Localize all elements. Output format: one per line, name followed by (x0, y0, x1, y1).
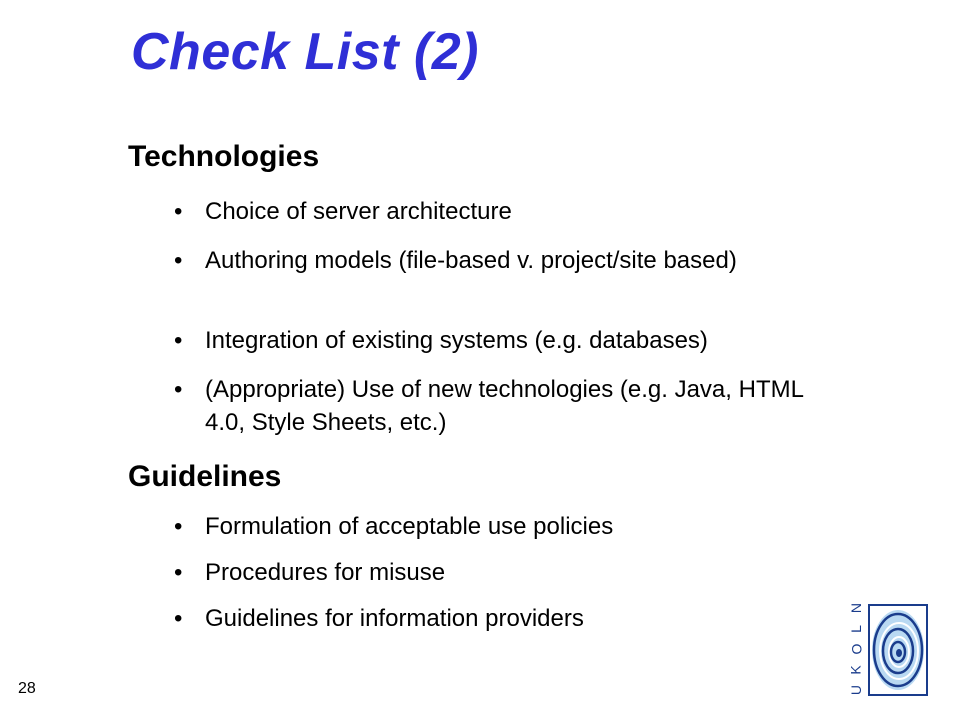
list-item-text: Choice of server architecture (205, 198, 512, 225)
bullet-icon: • (174, 327, 183, 354)
slide-title: Check List (2) (131, 23, 479, 81)
logo-swirl-icon (868, 604, 928, 696)
list-item (174, 510, 874, 543)
list-item-text: Integration of existing systems (e.g. databases) (205, 327, 708, 354)
bullet-icon: • (174, 605, 183, 632)
list-item-text: Guidelines for information providers (205, 605, 584, 632)
list-item-text: Procedures for misuse (205, 559, 446, 586)
bullet-icon: • (174, 559, 183, 586)
logo-letter: K (848, 664, 864, 675)
logo-letter: U (848, 684, 864, 696)
bullet-icon: • (174, 376, 183, 403)
page-number: 28 (18, 680, 36, 697)
bullet-icon: • (174, 513, 183, 540)
list-item-text: Authoring models (file-based v. project/site based) (205, 247, 737, 274)
section-heading-technologies: Technologies (128, 140, 320, 173)
section-heading-guidelines: Guidelines (128, 460, 282, 493)
bullet-icon: • (174, 247, 183, 274)
list-item-text: Formulation of acceptable use policies (205, 513, 614, 540)
logo-letter: O (847, 643, 864, 655)
ukoln-logo (848, 600, 928, 698)
list-item (174, 373, 874, 439)
list-item (174, 324, 874, 357)
list-item (174, 244, 874, 277)
logo-letter: L (847, 624, 864, 633)
list-item (174, 602, 874, 635)
list-item-text: (Appropriate) Use of new technologies (e.g. Java, HTML 4.0, Style Sheets, etc.) (205, 376, 804, 436)
list-item (174, 195, 874, 228)
list-item (174, 556, 874, 589)
bullet-icon: • (174, 198, 183, 225)
logo-wordmark (848, 600, 864, 698)
logo-letter: N (848, 602, 864, 614)
